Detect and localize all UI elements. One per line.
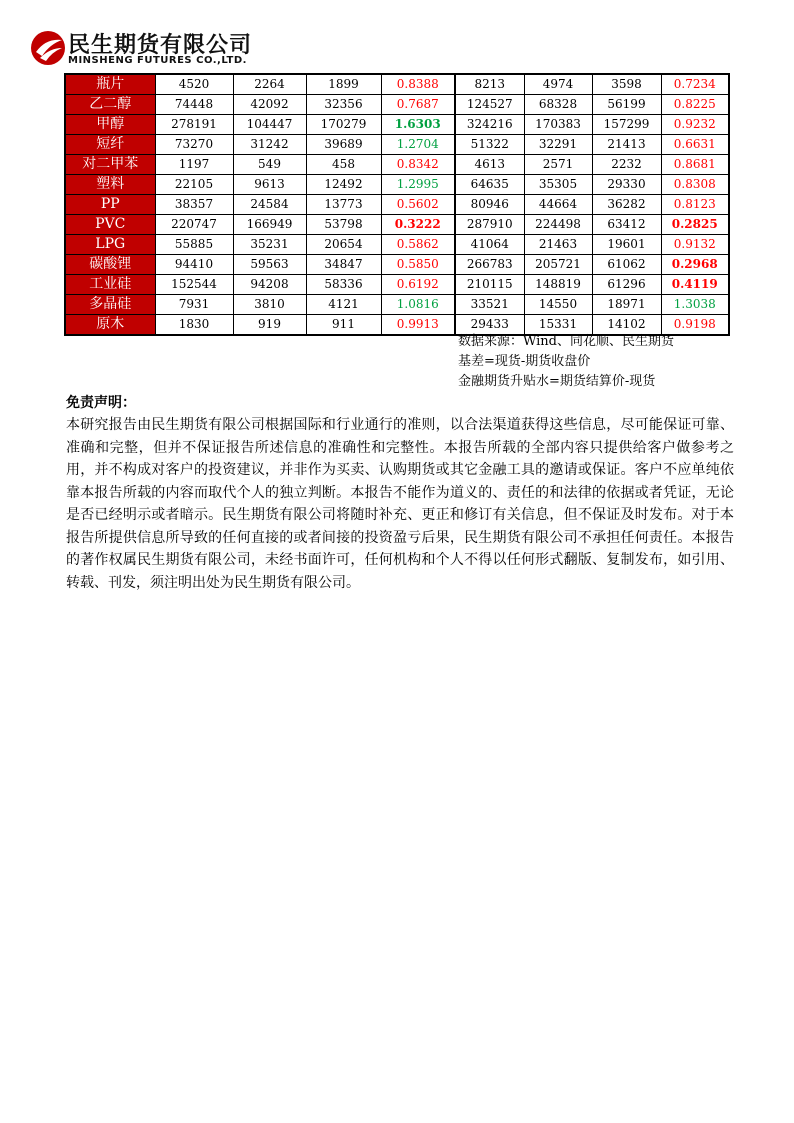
ratio-cell: 0.8342: [381, 155, 455, 175]
value-cell: 549: [233, 155, 306, 175]
value-cell: 124527: [455, 95, 524, 115]
value-cell: 14550: [524, 295, 592, 315]
ratio-cell: 0.8225: [661, 95, 729, 115]
value-cell: 170383: [524, 115, 592, 135]
product-name-cell: 工业硅: [65, 275, 155, 295]
ratio-cell: 0.9232: [661, 115, 729, 135]
value-cell: 2232: [592, 155, 661, 175]
value-cell: 9613: [233, 175, 306, 195]
value-cell: 220747: [155, 215, 233, 235]
value-cell: 919: [233, 315, 306, 336]
table-notes: [458, 332, 674, 392]
value-cell: 38357: [155, 195, 233, 215]
value-cell: 73270: [155, 135, 233, 155]
value-cell: 1197: [155, 155, 233, 175]
ratio-cell: 1.0816: [381, 295, 455, 315]
logo-chinese-name: 民生期货有限公司: [68, 33, 253, 58]
minsheng-logo-icon: [28, 28, 68, 68]
value-cell: 278191: [155, 115, 233, 135]
value-cell: 152544: [155, 275, 233, 295]
company-logo: [28, 26, 258, 70]
value-cell: 39689: [306, 135, 381, 155]
value-cell: 4520: [155, 74, 233, 95]
value-cell: 41064: [455, 235, 524, 255]
value-cell: 22105: [155, 175, 233, 195]
value-cell: 29433: [455, 315, 524, 336]
value-cell: 51322: [455, 135, 524, 155]
product-name-cell: 甲醇: [65, 115, 155, 135]
value-cell: 166949: [233, 215, 306, 235]
value-cell: 21413: [592, 135, 661, 155]
value-cell: 53798: [306, 215, 381, 235]
value-cell: 458: [306, 155, 381, 175]
value-cell: 266783: [455, 255, 524, 275]
value-cell: 148819: [524, 275, 592, 295]
ratio-cell: 0.7687: [381, 95, 455, 115]
product-name-cell: 对二甲苯: [65, 155, 155, 175]
value-cell: 24584: [233, 195, 306, 215]
value-cell: 2264: [233, 74, 306, 95]
product-name-cell: LPG: [65, 235, 155, 255]
value-cell: 1830: [155, 315, 233, 336]
value-cell: 35231: [233, 235, 306, 255]
value-cell: 3598: [592, 74, 661, 95]
value-cell: 56199: [592, 95, 661, 115]
table-row: [65, 74, 729, 95]
value-cell: 33521: [455, 295, 524, 315]
value-cell: 324216: [455, 115, 524, 135]
value-cell: 20654: [306, 235, 381, 255]
value-cell: 8213: [455, 74, 524, 95]
product-name-cell: PP: [65, 195, 155, 215]
ratio-cell: 1.2995: [381, 175, 455, 195]
logo-english-name: MINSHENG FUTURES CO.,LTD.: [68, 55, 247, 66]
value-cell: 13773: [306, 195, 381, 215]
product-name-cell: 塑料: [65, 175, 155, 195]
ratio-cell: 0.8123: [661, 195, 729, 215]
table-row: [65, 115, 729, 135]
value-cell: 94208: [233, 275, 306, 295]
value-cell: 42092: [233, 95, 306, 115]
value-cell: 170279: [306, 115, 381, 135]
product-name-cell: 瓶片: [65, 74, 155, 95]
value-cell: 19601: [592, 235, 661, 255]
product-name-cell: 原木: [65, 315, 155, 336]
table-body: [65, 74, 729, 335]
value-cell: 2571: [524, 155, 592, 175]
value-cell: 4613: [455, 155, 524, 175]
ratio-cell: 0.9132: [661, 235, 729, 255]
ratio-cell: 0.9198: [661, 315, 729, 336]
ratio-cell: 0.2968: [661, 255, 729, 275]
value-cell: 1899: [306, 74, 381, 95]
value-cell: 34847: [306, 255, 381, 275]
product-name-cell: 短纤: [65, 135, 155, 155]
value-cell: 157299: [592, 115, 661, 135]
ratio-cell: 0.8681: [661, 155, 729, 175]
value-cell: 14102: [592, 315, 661, 336]
ratio-cell: 0.6631: [661, 135, 729, 155]
value-cell: 36282: [592, 195, 661, 215]
value-cell: 64635: [455, 175, 524, 195]
product-name-cell: PVC: [65, 215, 155, 235]
ratio-cell: 0.9913: [381, 315, 455, 336]
ratio-cell: 1.3038: [661, 295, 729, 315]
value-cell: 12492: [306, 175, 381, 195]
ratio-cell: 0.5862: [381, 235, 455, 255]
value-cell: 29330: [592, 175, 661, 195]
table-row: [65, 195, 729, 215]
table-row: [65, 155, 729, 175]
value-cell: 911: [306, 315, 381, 336]
ratio-cell: 0.8308: [661, 175, 729, 195]
value-cell: 94410: [155, 255, 233, 275]
table-row: [65, 95, 729, 115]
value-cell: 59563: [233, 255, 306, 275]
value-cell: 287910: [455, 215, 524, 235]
value-cell: 224498: [524, 215, 592, 235]
disclaimer-title: 免责声明：: [66, 395, 136, 411]
value-cell: 61296: [592, 275, 661, 295]
value-cell: 80946: [455, 195, 524, 215]
table-row: [65, 275, 729, 295]
inventory-table: [64, 73, 730, 336]
basis-definition-note: 基差=现货-期货收盘价: [458, 354, 591, 369]
ratio-cell: 0.5850: [381, 255, 455, 275]
value-cell: 32291: [524, 135, 592, 155]
table-row: [65, 175, 729, 195]
value-cell: 55885: [155, 235, 233, 255]
value-cell: 210115: [455, 275, 524, 295]
product-name-cell: 碳酸锂: [65, 255, 155, 275]
value-cell: 4121: [306, 295, 381, 315]
value-cell: 63412: [592, 215, 661, 235]
data-source-note: 数据来源：Wind、同花顺、民生期货: [458, 334, 674, 349]
product-name-cell: 多晶硅: [65, 295, 155, 315]
value-cell: 15331: [524, 315, 592, 336]
value-cell: 74448: [155, 95, 233, 115]
value-cell: 31242: [233, 135, 306, 155]
value-cell: 35305: [524, 175, 592, 195]
value-cell: 44664: [524, 195, 592, 215]
value-cell: 7931: [155, 295, 233, 315]
disclaimer-body: 本研究报告由民生期货有限公司根据国际和行业通行的准则，以合法渠道获得这些信息，尽可能保证可靠、准确和完整，但并不保证报告所述信息的准确性和完整性。本报告所载的全部内容只提供给客户做参考之用，并不构成对客户的投资建议，并非作为买卖、认购期货或其它金融工具的邀请或保证。客户不应单纯依靠本报告所载的内容而取代个人的独立判断。本报告不能作为道义的、责任的和法律的依据或者凭证，无论是否已经明示或者暗示。民生期货有限公司将随时补充、更正和修订有关信息，但不保证及时发布。对于本报告所提供信息所导致的任何直接的或者间接的投资盈亏后果，民生期货有限公司不承担任何责任。本报告的著作权属民生期货有限公司，未经书面许可，任何机构和个人不得以任何形式翻版、复制发布，如引用、转载、刊发，须注明出处为民生期货有限公司。: [66, 417, 734, 591]
product-name-cell: 乙二醇: [65, 95, 155, 115]
ratio-cell: 0.6192: [381, 275, 455, 295]
value-cell: 18971: [592, 295, 661, 315]
value-cell: 68328: [524, 95, 592, 115]
value-cell: 61062: [592, 255, 661, 275]
value-cell: 58336: [306, 275, 381, 295]
value-cell: 4974: [524, 74, 592, 95]
ratio-cell: 0.7234: [661, 74, 729, 95]
value-cell: 104447: [233, 115, 306, 135]
value-cell: 205721: [524, 255, 592, 275]
ratio-cell: 0.5602: [381, 195, 455, 215]
table-row: [65, 295, 729, 315]
ratio-cell: 1.6303: [381, 115, 455, 135]
table-row: [65, 235, 729, 255]
ratio-cell: 0.2825: [661, 215, 729, 235]
ratio-cell: 1.2704: [381, 135, 455, 155]
ratio-cell: 0.3222: [381, 215, 455, 235]
value-cell: 3810: [233, 295, 306, 315]
table-row: [65, 215, 729, 235]
value-cell: 21463: [524, 235, 592, 255]
value-cell: 32356: [306, 95, 381, 115]
ratio-cell: 0.8388: [381, 74, 455, 95]
ratio-cell: 0.4119: [661, 275, 729, 295]
premium-definition-note: 金融期货升贴水=期货结算价-现货: [458, 374, 656, 389]
table-row: [65, 135, 729, 155]
table-row: [65, 255, 729, 275]
